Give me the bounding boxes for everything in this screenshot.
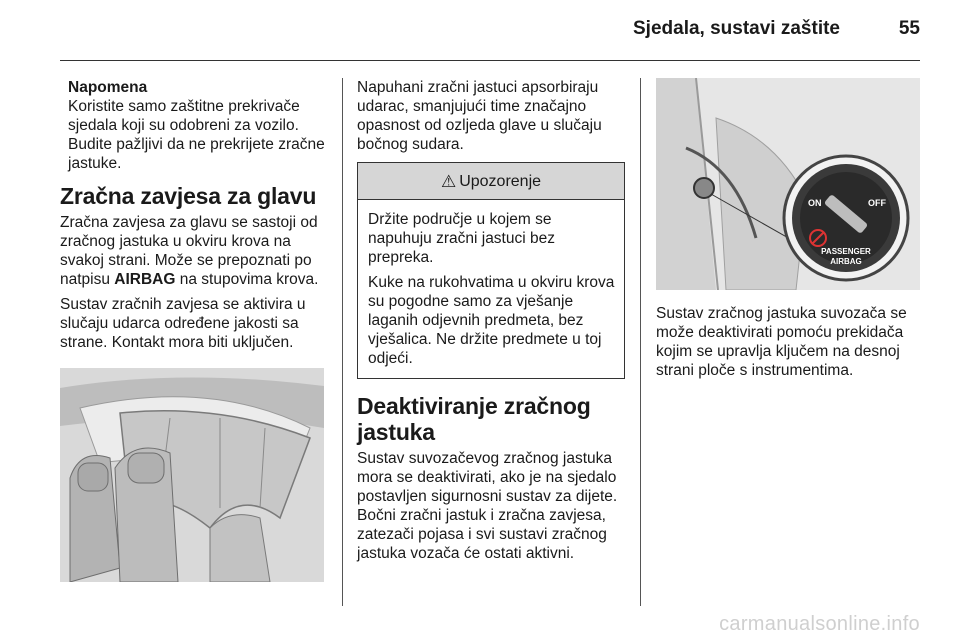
curtain-airbag-illustration [60,368,324,582]
warning-paragraph-1: Držite područje u kojem se napuhuju zračni jastuci bez prepreka. [368,211,555,266]
switch-label-airbag: AIRBAG [830,257,862,266]
paragraph-text: na stupovima krova. [175,271,319,288]
page-number: 55 [898,18,920,39]
column-divider-1 [342,78,343,606]
warning-title: Upozorenje [459,172,542,190]
column-divider-2 [640,78,641,606]
column-2 [357,78,625,569]
paragraph-deactivation: Sustav suvozačevog zračnog jastuka mora se deaktivirati, ako je na sjedalo postavljen sigurnosni sustav za dijete. Bočni zračni jastuk i zračna zavjesa, zatezači pojasa i svi sustavi zračnog jastuka vozača će ostati aktivni. [357,450,618,562]
photo-caption: Sustav zračnog jastuka suvozača se može deaktivirati pomoću prekidača kojim se upravlja ključem na desnoj strani ploče s instrumentima. [656,305,907,379]
paragraph-text: Zračna zavjesa za glavu se sastoji od zračnog jastuka u okviru krova na svakoj strani. Može se prepoznati po natpisu [60,214,318,288]
note-text: Koristite samo zaštitne prekrivače sjedala koji su odobreni za vozilo. Budite pažljivi da ne prekrijete zračne jastuke. [68,98,325,172]
header-title: Sjedala, sustavi zaštite [633,18,840,39]
column-1 [60,78,328,582]
warning-box [357,162,625,379]
airbag-switch-photo [656,78,920,290]
switch-label-passenger: PASSENGER [821,247,871,256]
paragraph-curtain-description [60,213,328,289]
note-title: Napomena [68,79,148,96]
section-title-deactivation: Deaktiviranje zračnog jastuka [357,393,591,445]
header-rule [60,60,920,61]
switch-label-on: ON [808,198,822,208]
warning-triangle-icon: ⚠ [440,171,457,191]
warning-header [358,163,624,200]
airbag-keyword: AIRBAG [114,271,176,288]
paragraph-airbag-absorb: Napuhani zračni jastuci apsorbiraju udarac, smanjujući time značajno opasnost od ozljeda glave u slučaju bočnog sudara. [357,79,602,153]
warning-paragraph-2: Kuke na rukohvatima u okviru krova su pogodne samo za vješanje laganih odjevnih predmeta, bez vješalica. Ne držite predmete u toj odjeći. [368,274,615,367]
column-3 [656,78,920,386]
note-block [60,78,328,173]
section-title-curtain-airbag: Zračna zavjesa za glavu [60,183,317,209]
switch-label-off: OFF [868,198,886,208]
paragraph-curtain-activation: Sustav zračnih zavjesa se aktivira u slučaju udarca određene jakosti sa strane. Kontakt mora biti uključen. [60,296,306,351]
watermark: carmanualsonline.info [719,613,920,635]
warning-body [358,200,624,378]
